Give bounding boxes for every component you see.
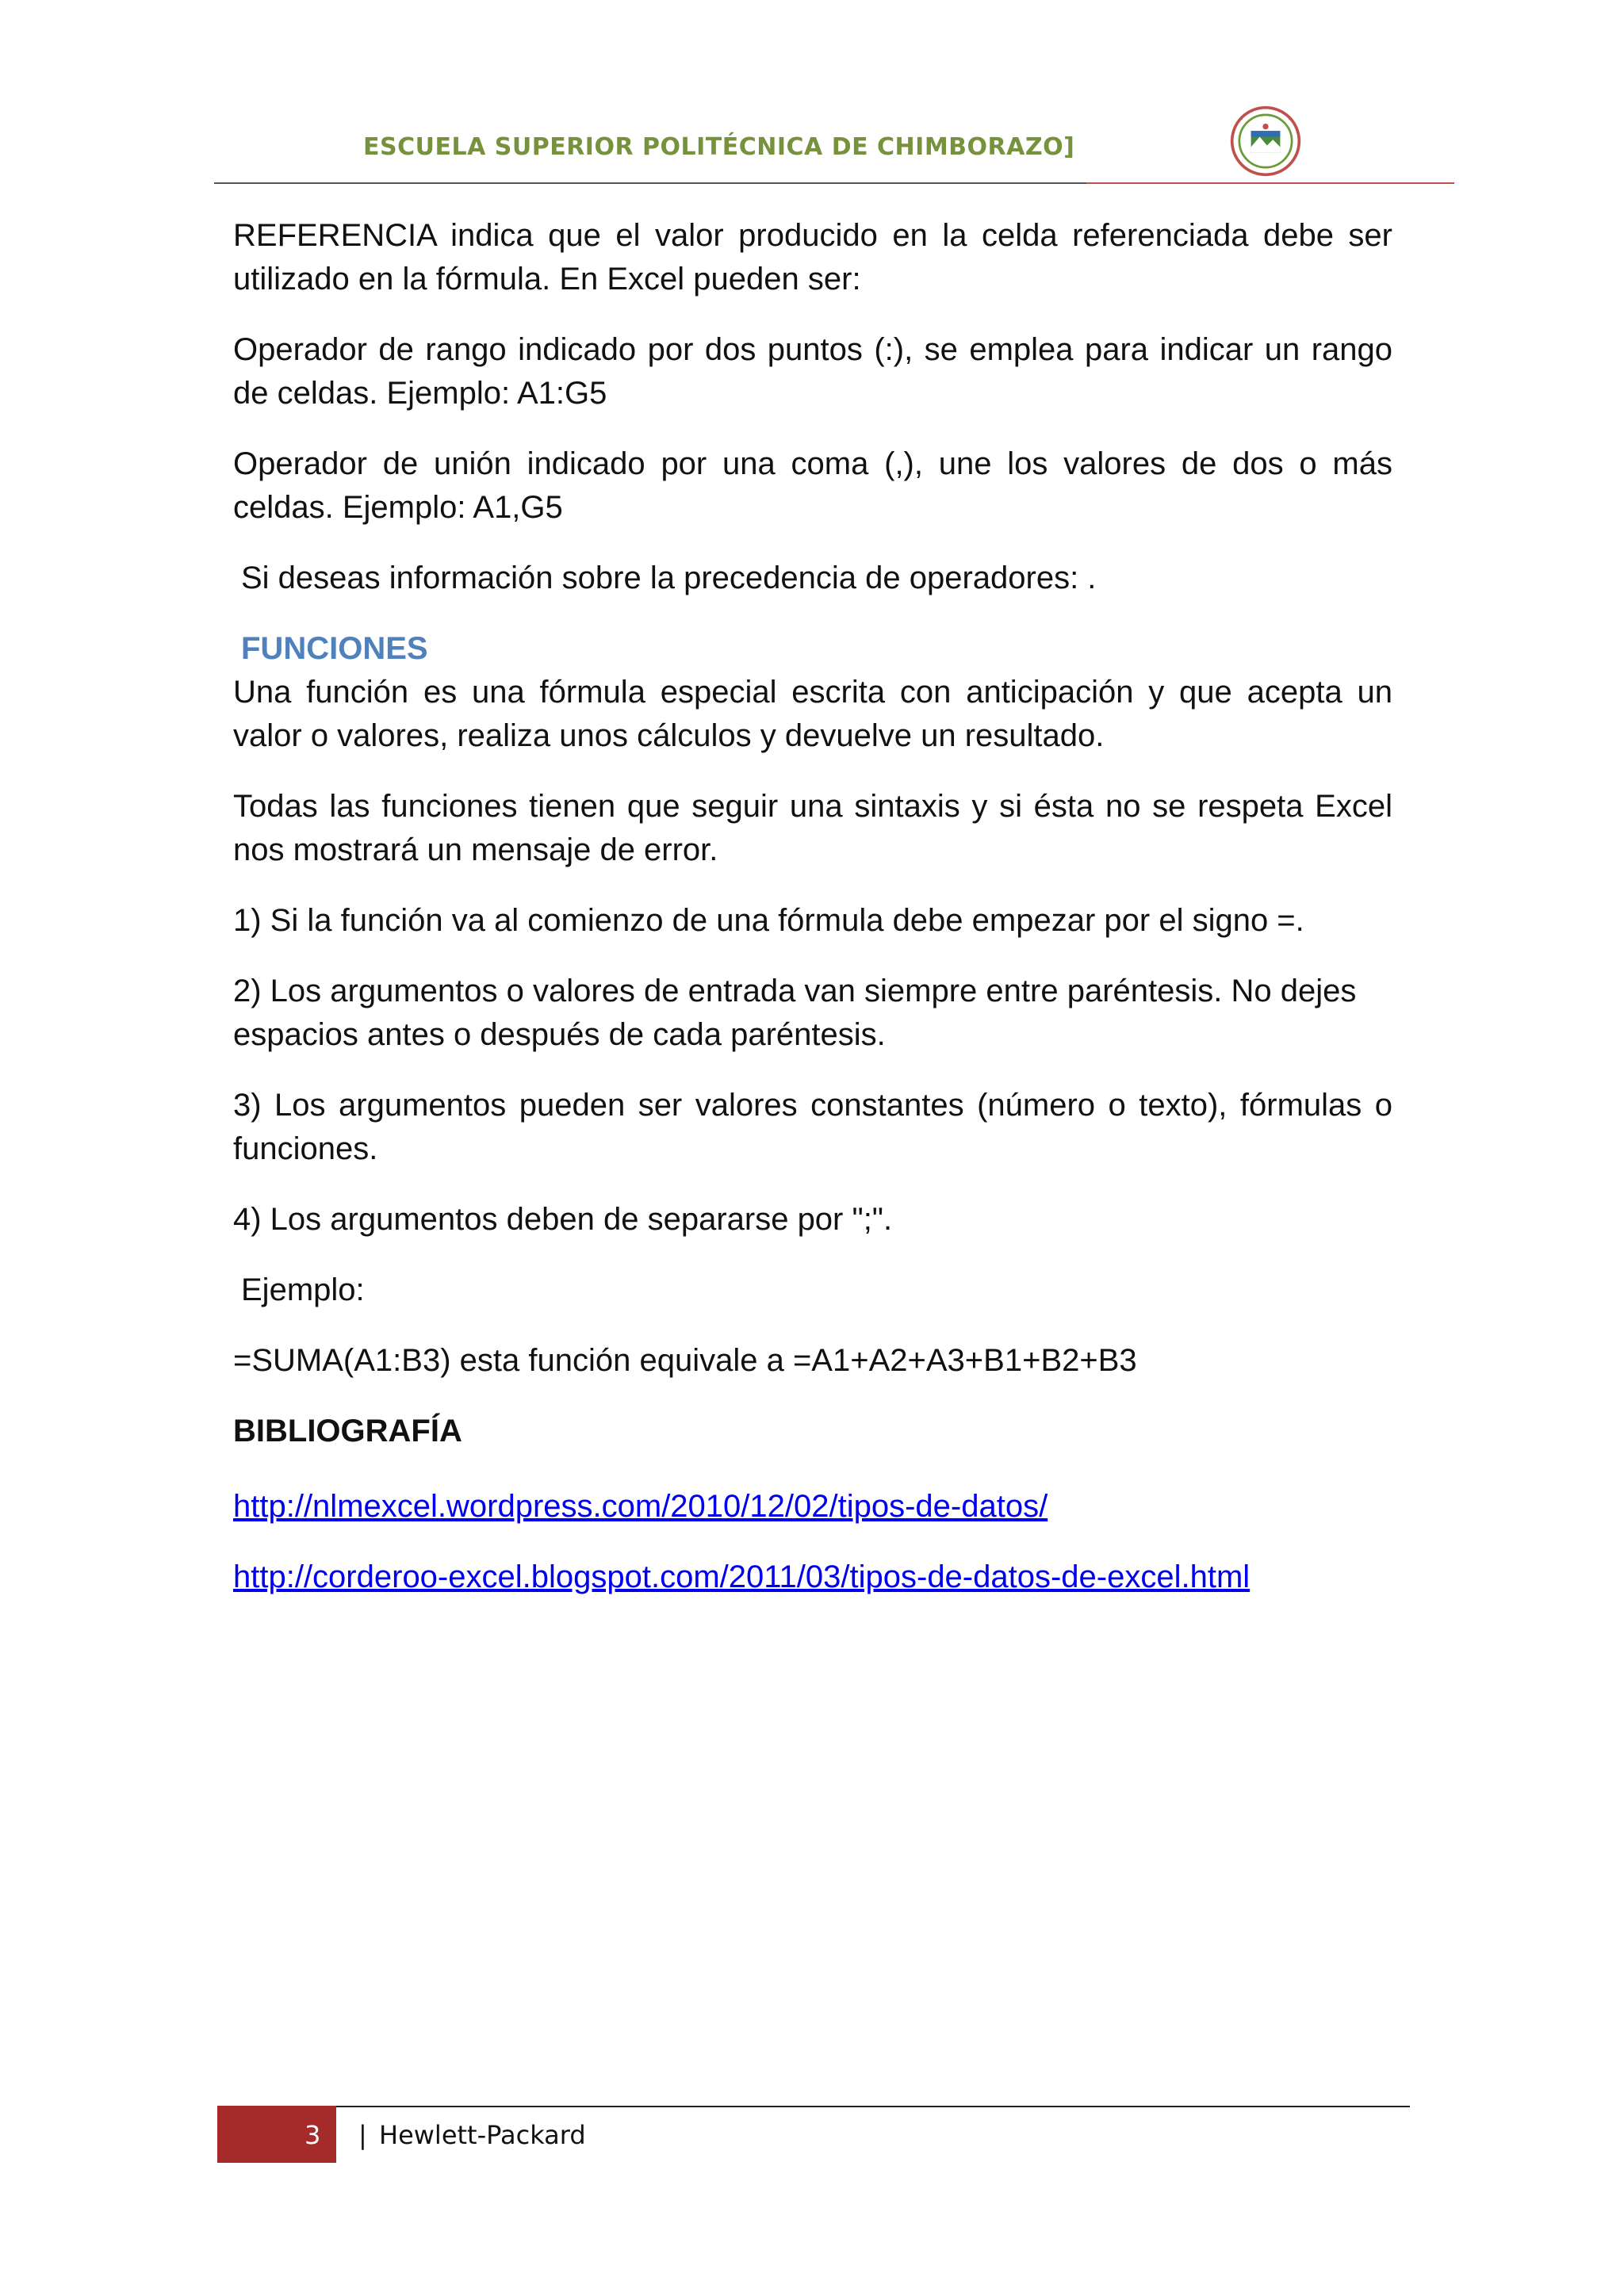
rule-item-1: 1) Si la función va al comienzo de una fórmula debe empezar por el signo =. xyxy=(233,903,1304,938)
footer-company: Hewlett-Packard xyxy=(379,2120,586,2150)
example-label: Ejemplo: xyxy=(241,1272,365,1307)
paragraph-referencia: REFERENCIA indica que el valor producido en la celda referenciada debe ser utilizado en la fórmula. En Excel pueden ser: xyxy=(233,218,1392,297)
header-rule-accent xyxy=(1086,182,1454,184)
rule-item-2: 2) Los argumentos o valores de entrada van siempre entre paréntesis. No dejes espacios antes o después de cada paréntesis. xyxy=(233,974,1357,1052)
footer-page-number: 3 xyxy=(304,2120,321,2150)
paragraph-sintaxis: Todas las funciones tienen que seguir una sintaxis y si ésta no se respeta Excel nos mostrará un mensaje de error. xyxy=(233,789,1392,867)
header-rule xyxy=(214,182,1086,184)
university-seal-icon xyxy=(1229,105,1302,178)
example-formula: =SUMA(A1:B3) esta función equivale a =A1+A2+A3+B1+B2+B3 xyxy=(233,1343,1137,1378)
rule-item-3: 3) Los argumentos pueden ser valores constantes (número o texto), fórmulas o funciones. xyxy=(233,1088,1392,1166)
paragraph-operador-union: Operador de unión indicado por una coma (,), une los valores de dos o más celdas. Ejemplo: A1,G5 xyxy=(233,446,1392,525)
document-body xyxy=(233,214,1392,1626)
paragraph-operador-rango: Operador de rango indicado por dos puntos (:), se emplea para indicar un rango de celdas. Ejemplo: A1:G5 xyxy=(233,332,1392,411)
footer-rule xyxy=(336,2106,1410,2107)
bibliography-link-1[interactable]: http://nlmexcel.wordpress.com/2010/12/02/tipos-de-datos/ xyxy=(233,1489,1048,1524)
rule-item-4: 4) Los argumentos deben de separarse por ";". xyxy=(233,1202,893,1237)
bibliography-link-2[interactable]: http://corderoo-excel.blogspot.com/2011/03/tipos-de-datos-de-excel.html xyxy=(233,1559,1251,1594)
section-heading-funciones: FUNCIONES xyxy=(241,631,428,666)
paragraph-precedencia: Si deseas información sobre la precedencia de operadores: . xyxy=(241,561,1097,595)
bibliography-heading: BIBLIOGRAFÍA xyxy=(233,1414,462,1448)
paragraph-funcion-definicion: Una función es una fórmula especial escrita con anticipación y que acepta un valor o valores, realiza unos cálculos y devuelve un resultado. xyxy=(233,675,1392,753)
header-title: ESCUELA SUPERIOR POLITÉCNICA DE CHIMBORAZO] xyxy=(363,133,1075,161)
footer-separator: | xyxy=(358,2120,367,2150)
